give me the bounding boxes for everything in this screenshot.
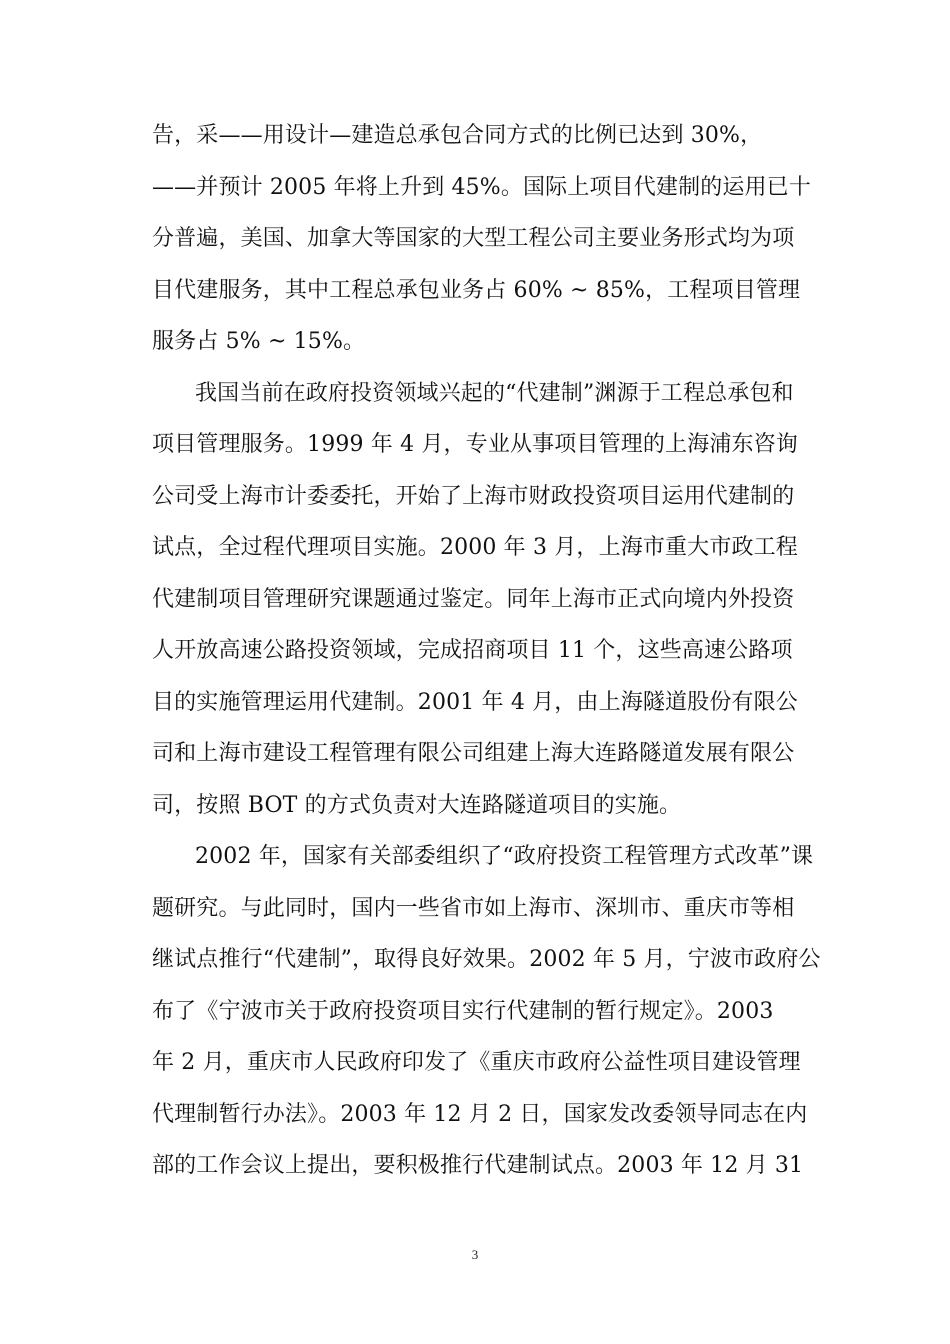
- body-text: [152, 110, 821, 1192]
- text-line-4: 目代建服务，其中工程总承包业务占 60% ~ 85%，工程项目管理: [152, 277, 801, 303]
- text-line-13: 司和上海市建设工程管理有限公司组建上海大连路隧道发展有限公: [152, 741, 795, 766]
- text-line-6: 我国当前在政府投资领域兴起的“代建制”渊源于工程总承包和: [195, 380, 794, 406]
- text-line-20: 代理制暂行办法》。2003 年 12 月 2 日，国家发改委领导同志在内: [152, 1101, 808, 1127]
- text-line-8: 公司受上海市计委委托，开始了上海市财政投资项目运用代建制的: [152, 483, 795, 509]
- text-line-9: 试点，全过程代理项目实施。2000 年 3 月，上海市重大市政工程: [152, 535, 798, 560]
- text-line-12: 目的实施管理运用代建制。2001 年 4 月，由上海隧道股份有限公: [152, 689, 798, 715]
- text-line-17: 继试点推行“代建制”，取得良好效果。2002 年 5 月，宁波市政府公: [152, 947, 821, 972]
- text-line-18: 布了《宁波市关于政府投资项目实行代建制的暂行规定》。2003: [152, 998, 774, 1024]
- text-line-11: 人开放高速公路投资领域，完成招商项目 11 个，这些高速公路项: [152, 638, 793, 663]
- text-line-2: ——并预计 2005 年将上升到 45%。国际上项目代建制的运用已十: [152, 174, 811, 200]
- text-line-1: 告，采——用设计—建造总承包合同方式的比例已达到 30%，: [152, 123, 763, 148]
- text-line-14: 司，按照 BOT 的方式负责对大连路隧道项目的实施。: [152, 792, 682, 818]
- text-line-5: 服务占 5% ~ 15%。: [152, 329, 366, 354]
- text-line-16: 题研究。与此同时，国内一些省市如上海市、深圳市、重庆市等相: [152, 895, 795, 921]
- text-line-19: 年 2 月，重庆市人民政府印发了《重庆市政府公益性项目建设管理: [152, 1050, 801, 1075]
- text-line-15: 2002 年，国家有关部委组织了“政府投资工程管理方式改革”课: [195, 844, 814, 869]
- text-line-3: 分普遍，美国、加拿大等国家的大型工程公司主要业务形式均为项: [152, 226, 795, 251]
- page-number: 3: [471, 1247, 479, 1262]
- text-line-7: 项目管理服务。1999 年 4 月，专业从事项目管理的上海浦东咨询: [152, 432, 798, 457]
- text-line-10: 代建制项目管理研究课题通过鉴定。同年上海市正式向境内外投资: [152, 586, 795, 612]
- text-line-21: 部的工作会议上提出，要积极推行代建制试点。2003 年 12 月 31: [152, 1153, 804, 1178]
